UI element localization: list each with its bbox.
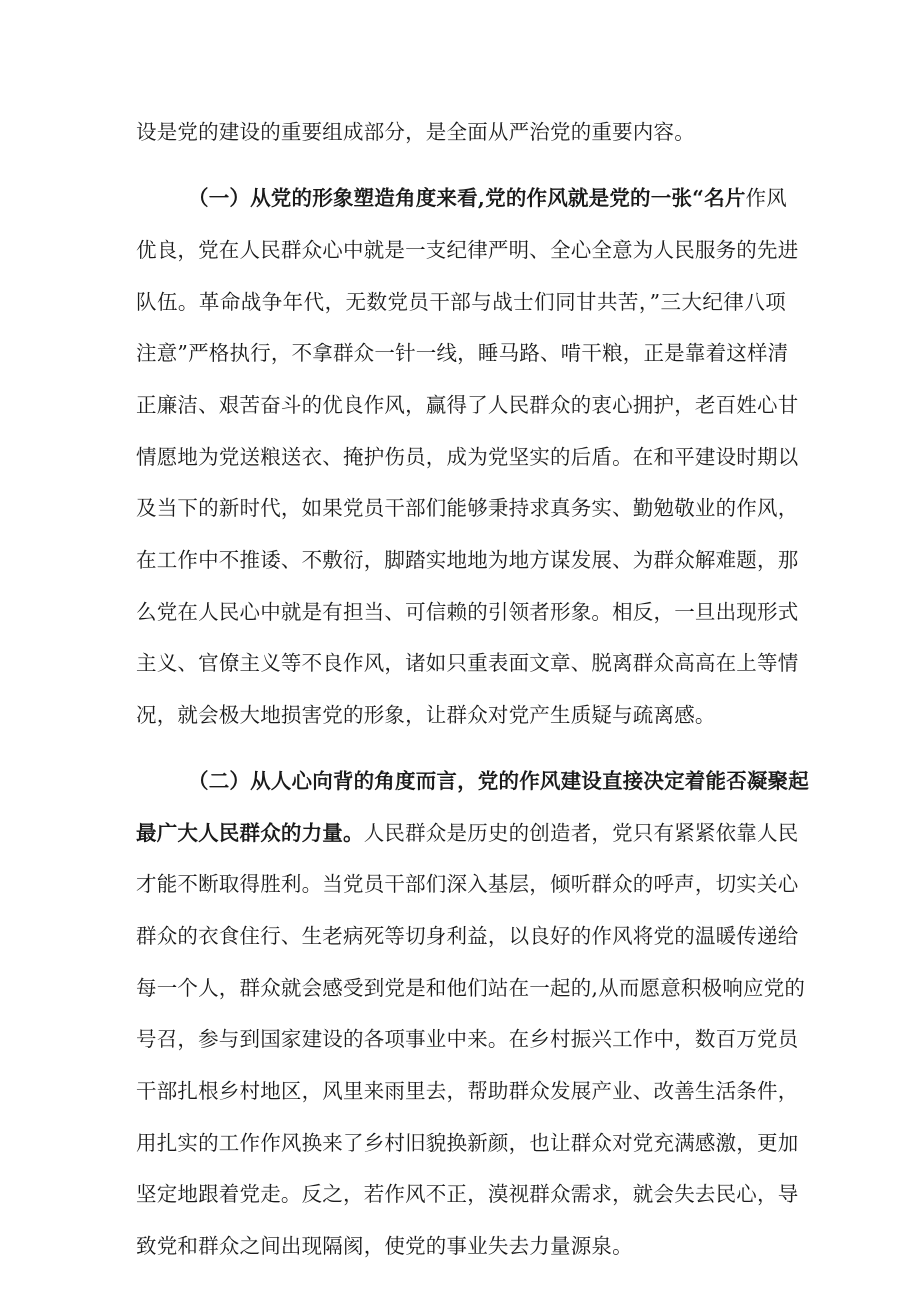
line-text: 作风 [745, 186, 787, 210]
line-text: 况，就会极大地损害党的形象，让群众对党产生质疑与疏离感。 [136, 703, 716, 727]
line-text: 设是党的建设的重要组成部分，是全面从严治党的重要内容。 [136, 120, 695, 144]
text-line [136, 388, 799, 422]
line-text: 干部扎根乡村地区，风里来雨里去，帮助群众发展产业、改善生活条件， [136, 1079, 799, 1103]
line-text: 用扎实的工作作风换来了乡村旧貌换新颜，也让群众对党充满感激，更加 [136, 1131, 799, 1155]
line-text: 主义、官僚主义等不良作风，诸如只重表面文章、脱离群众高高在上等情 [136, 651, 799, 675]
section-heading-1: （一）从党的形象塑造角度来看,党的作风就是党的一张“名片 [188, 186, 746, 210]
line-text: 队伍。革命战争年代，无数党员干部与战士们同甘共苦，”三大纪律八项 [136, 290, 786, 314]
text-line [136, 595, 799, 629]
line-text: 每一个人，群众就会感受到党是和他们站在一起的,从而愿意积极响应党的 [136, 976, 806, 1000]
line-text: 情愿地为党送粮送衣、掩护伤员，成为党坚实的后盾。在和平建设时期以 [136, 445, 799, 469]
text-line [136, 646, 799, 680]
text-line [136, 440, 799, 474]
text-line [136, 1126, 799, 1160]
text-line [136, 543, 799, 577]
text-line [136, 867, 799, 901]
section-heading-line [188, 181, 786, 215]
section-heading-2: （二）从人心向背的角度而言，党的作风建设直接决定着能否凝聚起 [188, 769, 809, 793]
section-heading-line [136, 816, 799, 850]
text-line [136, 971, 806, 1005]
line-text: 在工作中不推诿、不敷衍，脚踏实地地为地方谋发展、为群众解难题，那 [136, 548, 799, 572]
text-line [136, 491, 799, 525]
line-text: 坚定地跟着党走。反之，若作风不正，漠视群众需求，就会失去民心，导 [136, 1182, 799, 1206]
line-text: 正廉洁、艰苦奋斗的优良作风，赢得了人民群众的衷心拥护，老百姓心甘 [136, 393, 799, 417]
text-line [136, 1229, 786, 1263]
section-heading-line [188, 764, 809, 798]
line-text: 号召，参与到国家建设的各项事业中来。在乡村振兴工作中，数百万党员 [136, 1027, 799, 1051]
line-text: 才能不断取得胜利。当党员干部们深入基层，倾听群众的呼声，切实关心 [136, 872, 799, 896]
text-line [136, 285, 786, 319]
text-line [136, 1022, 799, 1056]
text-line [136, 1074, 799, 1108]
text-line [136, 233, 799, 267]
line-text: 注意”严格执行，不拿群众一针一线，睡马路、啃干粮，正是靠着这样清 [136, 341, 789, 365]
line-text: 及当下的新时代，如果党员干部们能够秉持求真务实、勤勉敬业的作风， [136, 496, 799, 520]
line-text: 优良，党在人民群众心中就是一支纪律严明、全心全意为人民服务的先进 [136, 238, 799, 262]
text-line [136, 698, 786, 732]
line-text: 人民群众是历史的创造者，党只有紧紧依靠人民 [363, 821, 799, 845]
section-heading-2-cont: 最广大人民群众的力量。 [136, 821, 364, 845]
text-line [136, 115, 786, 149]
text-line [136, 336, 789, 370]
text-line [136, 919, 799, 953]
text-line [136, 1177, 799, 1211]
line-text: 群众的衣食住行、生老病死等切身利益，以良好的作风将党的温暖传递给 [136, 924, 799, 948]
line-text: 致党和群众之间出现隔阂，使党的事业失去力量源泉。 [136, 1234, 633, 1258]
line-text: 么党在人民心中就是有担当、可信赖的引领者形象。相反，一旦出现形式 [136, 600, 799, 624]
